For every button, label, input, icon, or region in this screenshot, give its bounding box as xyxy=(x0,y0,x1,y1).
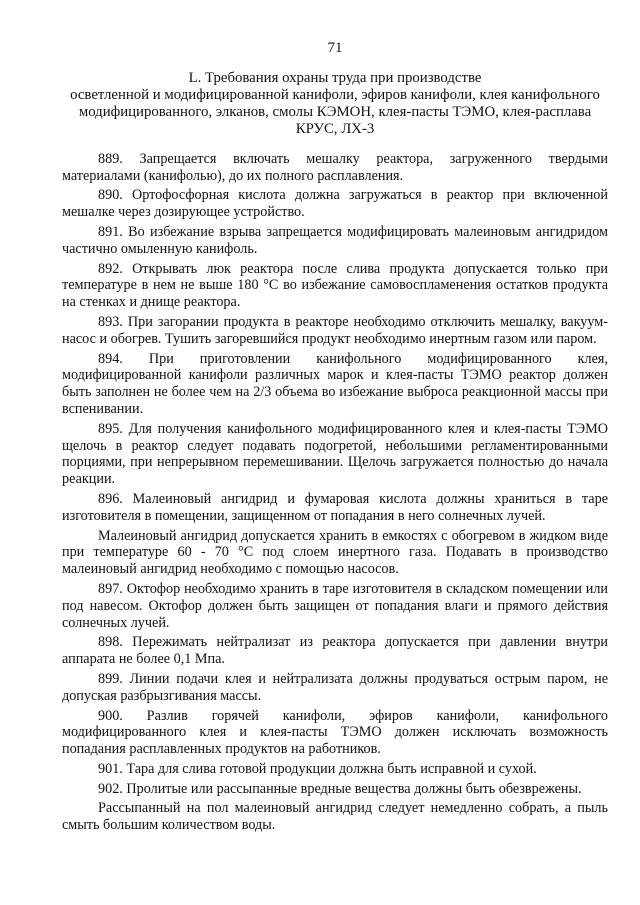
page-number: 71 xyxy=(327,40,343,56)
paragraph-896-continued: Малеиновый ангидрид допускается хранить в емкостях с обогревом в жидком виде при температуре 60 - 70 °С под слоем инертного газа. Подавать в производство малеиновый ангидрид необходимо с помощью насосов. xyxy=(62,527,608,578)
title-line: L. Требования охраны труда при производстве xyxy=(188,69,482,86)
paragraph-900: 900. Разлив горячей канифоли, эфиров канифоли, канифольного модифицированного клея и клея-пасты ТЭМО должен исключать возможность попадания расплавленных продуктов на работников. xyxy=(62,707,608,758)
title-line: КРУС, ЛХ-3 xyxy=(295,120,375,137)
document-page xyxy=(62,40,608,837)
paragraph-889: 889. Запрещается включать мешалку реактора, загруженного твердыми материалами (канифолью), до их полного расплавления. xyxy=(62,150,608,184)
paragraph-892: 892. Открывать люк реактора после слива продукта допускается только при температуре в нем не выше 180 °С во избежание самовоспламенения остатков продукта на стенках и днище реактора. xyxy=(62,260,608,311)
paragraph-901: 901. Тара для слива готовой продукции должна быть исправной и сухой. xyxy=(98,760,537,777)
paragraph-897: 897. Октофор необходимо хранить в таре изготовителя в складском помещении или под навесом. Октофор должен быть защищен от попадания влаги и прямого действия солнечных лучей. xyxy=(62,580,608,631)
paragraph-890: 890. Ортофосфорная кислота должна загружаться в реактор при включенной мешалке через дозирующее устройство. xyxy=(62,187,608,221)
paragraph-902: 902. Пролитые или рассыпанные вредные вещества должны быть обезврежены. xyxy=(98,780,582,797)
section-title xyxy=(62,70,608,138)
paragraph-894: 894. При приготовлении канифольного модифицированного клея, модифицированной канифоли различных марок и клея-пасты ТЭМО реактор должен быть заполнен не более чем на 2/3 объема во избежание выброса реакционной массы при вспенивании. xyxy=(62,350,608,417)
paragraph-893: 893. При загорании продукта в реакторе необходимо отключить мешалку, вакуум-насос и обогрев. Тушить загоревшийся продукт необходимо инертным газом или паром. xyxy=(62,313,608,347)
title-line: модифицированного, элканов, смолы КЭМОН, клея-пасты ТЭМО, клея-расплава xyxy=(78,103,592,120)
paragraph-891: 891. Во избежание взрыва запрещается модифицировать малеиновым ангидридом частично омыленную канифоль. xyxy=(62,223,608,257)
paragraph-896: 896. Малеиновый ангидрид и фумаровая кислота должны храниться в таре изготовителя в помещении, защищенном от попадания в него солнечных лучей. xyxy=(62,490,608,524)
paragraph-899: 899. Линии подачи клея и нейтрализата должны продуваться острым паром, не допуская разбрызгивания массы. xyxy=(62,670,608,704)
title-line: осветленной и модифицированной канифоли, эфиров канифоли, клея канифольного xyxy=(70,86,600,103)
paragraph-898: 898. Пережимать нейтрализат из реактора допускается при давлении внутри аппарата не более 0,1 Мпа. xyxy=(62,634,608,668)
paragraph-895: 895. Для получения канифольного модифицированного клея и клея-пасты ТЭМО щелочь в реактор следует подавать подогретой, небольшими регламентированными порциями, при непрерывном перемешивании. Щелочь загружается полностью до начала реакции. xyxy=(62,420,608,488)
paragraph-902-continued: Рассыпанный на пол малеиновый ангидрид следует немедленно собрать, а пыль смыть большим количеством воды. xyxy=(62,800,608,834)
